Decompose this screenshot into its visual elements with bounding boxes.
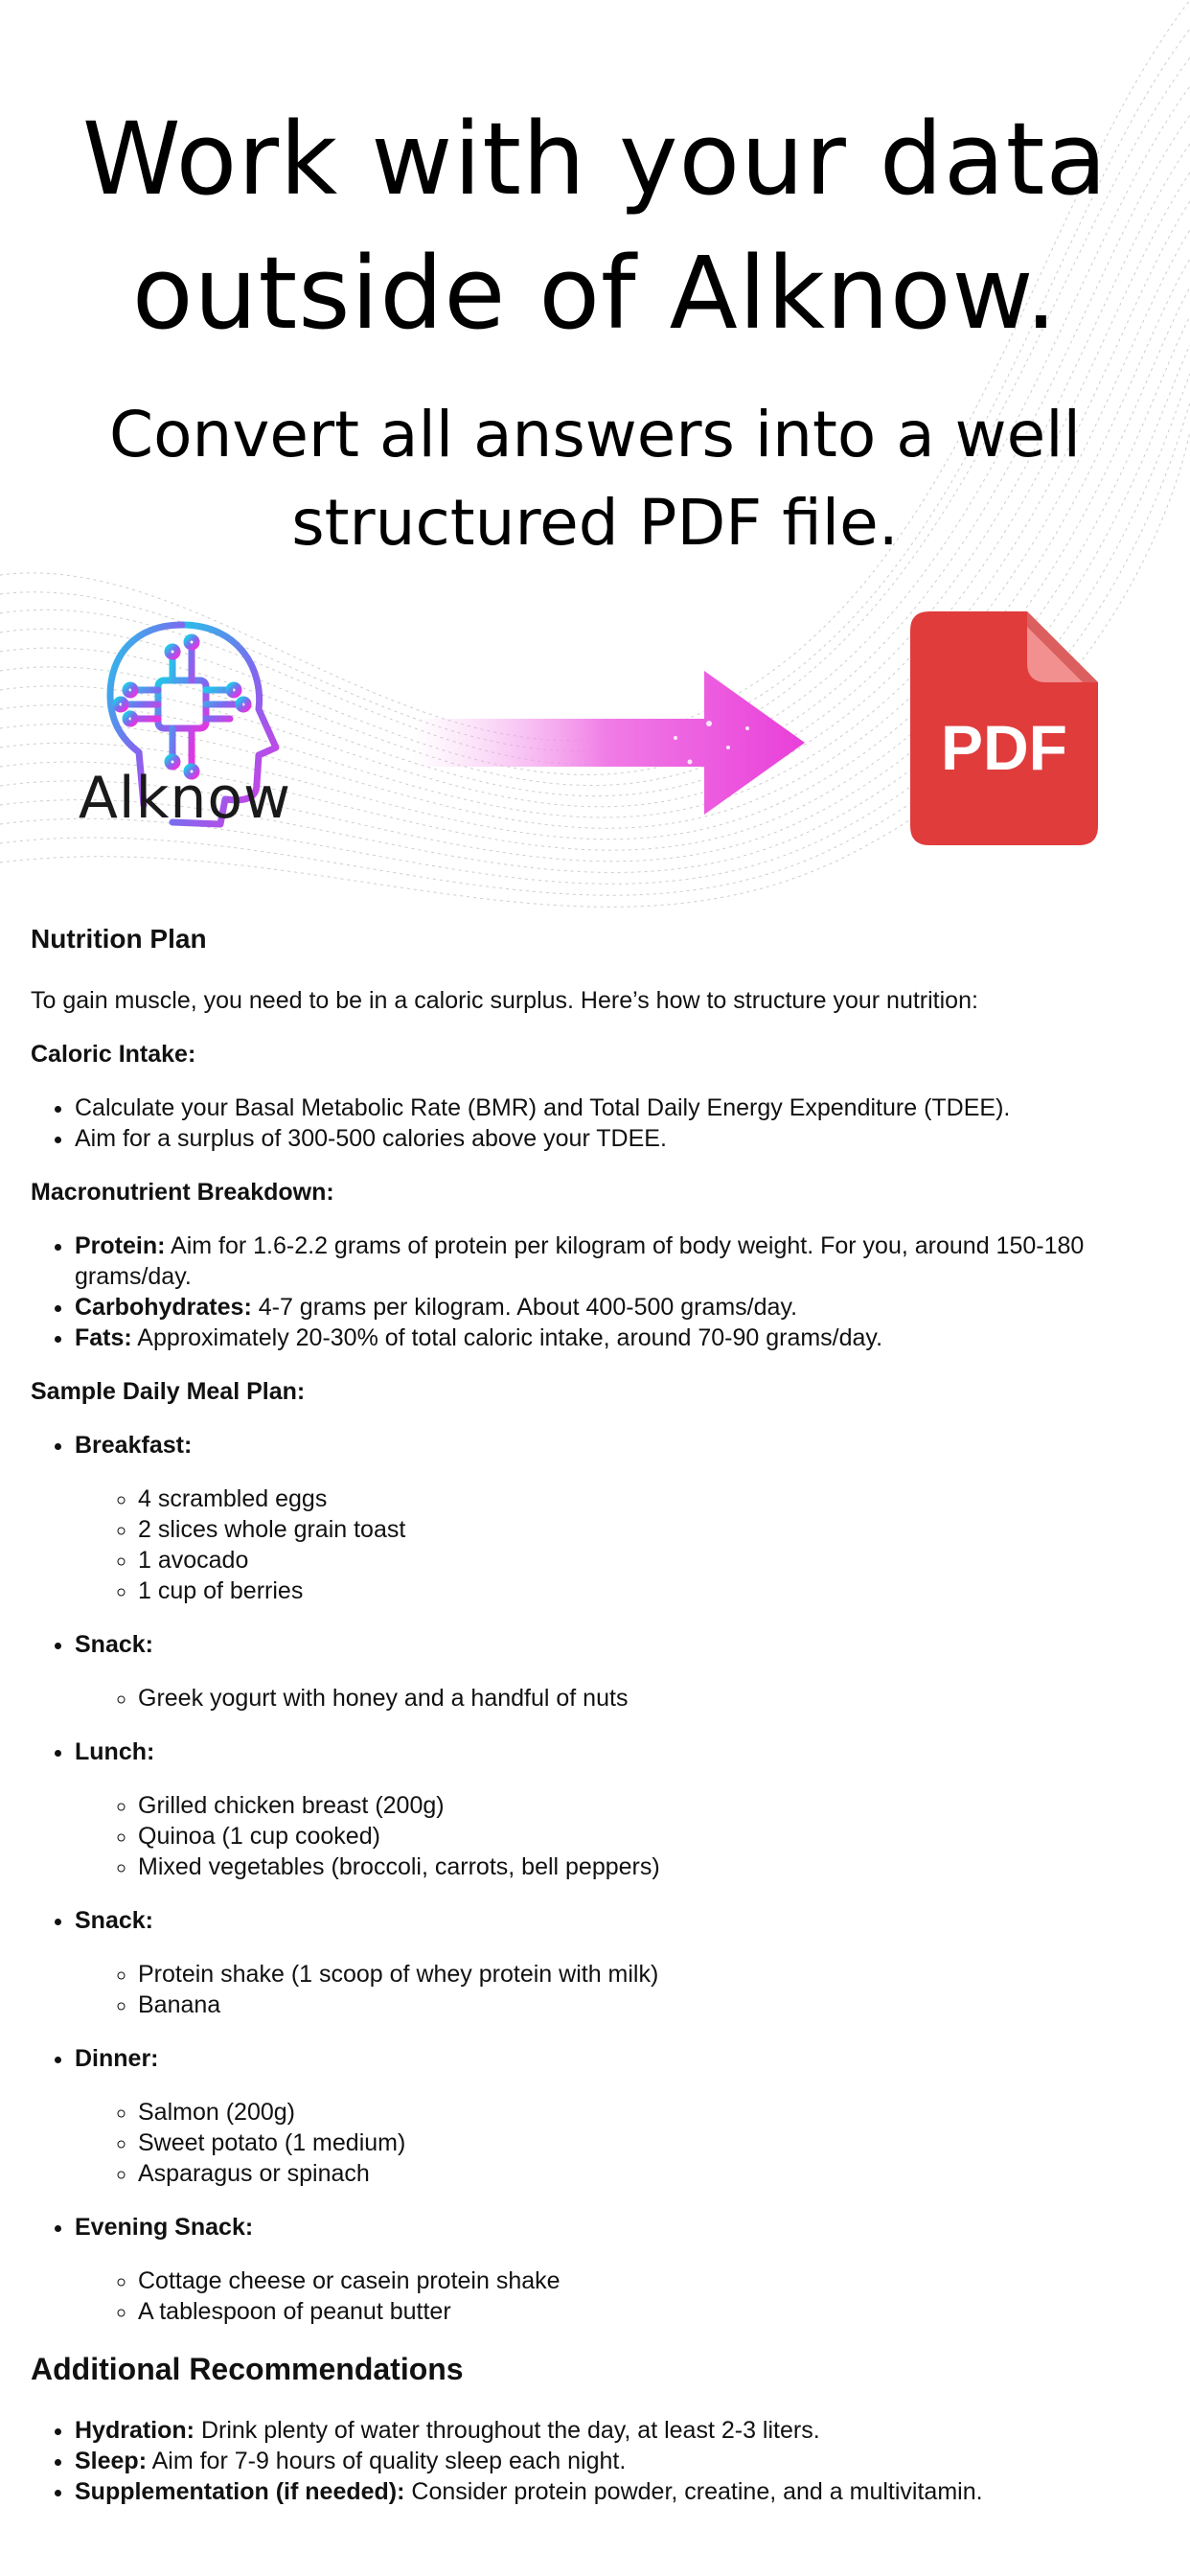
caloric-list [31, 1092, 1171, 1154]
list-item: • Calculate your Basal Metabolic Rate (BMR) and Total Daily Energy Expenditure (TDEE). [75, 1092, 1171, 1123]
meal-item [75, 1736, 1171, 1882]
additional-list [31, 2415, 1171, 2507]
list-item [75, 2476, 1171, 2507]
food-item: ◦ 1 cup of berries [138, 1576, 1171, 1606]
food-item: ◦ Greek yogurt with honey and a handful of nuts [138, 1683, 1171, 1714]
food-list [75, 1484, 1171, 1606]
meal-item [75, 2212, 1171, 2327]
food-item: ◦ A tablespoon of peanut butter [138, 2296, 1171, 2327]
list-item [75, 2446, 1171, 2476]
nutrition-document [31, 922, 1171, 2530]
hero-subtitle-line-1: Convert all answers into a well [109, 398, 1081, 472]
hero-subtitle-line-2: structured PDF file. [291, 486, 899, 560]
item-text: Drink plenty of water throughout the day, at least 2-3 liters. [195, 2417, 820, 2444]
additional-heading: Additional Recommendations [31, 2352, 464, 2386]
food-list [75, 2266, 1171, 2327]
doc-title: Nutrition Plan [31, 924, 207, 954]
item-text: Approximately 20-30% of total caloric intake, around 70-90 grams/day. [131, 1324, 883, 1351]
hero-title-line-1: Work with your data [81, 101, 1109, 218]
meal-name: Snack: [75, 1907, 153, 1934]
item-label: Fats: [75, 1324, 132, 1351]
hero-subtitle [0, 391, 1190, 567]
pdf-label: PDF [941, 712, 1067, 783]
food-list [75, 1959, 1171, 2020]
meal-name: Lunch: [75, 1738, 155, 1765]
meal-name: Evening Snack: [75, 2214, 254, 2241]
arrow-right-icon [412, 671, 814, 815]
item-label: Sleep: [75, 2448, 148, 2474]
food-item: ◦ Cottage cheese or casein protein shake [138, 2266, 1171, 2296]
macros-heading: Macronutrient Breakdown: [31, 1179, 334, 1206]
meal-item [75, 1430, 1171, 1606]
macros-list [31, 1230, 1171, 1353]
list-item [75, 1230, 1171, 1292]
meal-item [75, 1905, 1171, 2020]
item-text: Consider protein powder, creatine, and a multivitamin. [404, 2478, 983, 2505]
meal-name: Breakfast: [75, 1432, 193, 1459]
food-item: ◦ Asparagus or spinach [138, 2158, 1171, 2189]
hero-title [0, 92, 1190, 360]
meals-list [31, 1430, 1171, 2327]
doc-intro: To gain muscle, you need to be in a caloric surplus. Here’s how to structure your nutrition: [31, 987, 978, 1014]
food-list [75, 1683, 1171, 1714]
caloric-heading: Caloric Intake: [31, 1041, 196, 1068]
food-item: ◦ Grilled chicken breast (200g) [138, 1790, 1171, 1821]
food-item: ◦ 4 scrambled eggs [138, 1484, 1171, 1514]
food-item: ◦ Mixed vegetables (broccoli, carrots, bell peppers) [138, 1852, 1171, 1882]
meal-name: Dinner: [75, 2045, 159, 2072]
list-item [75, 1322, 1171, 1353]
item-text: 4-7 grams per kilogram. About 400-500 grams/day. [251, 1294, 798, 1321]
meals-heading: Sample Daily Meal Plan: [31, 1378, 306, 1405]
brand-name: Alknow [78, 765, 292, 832]
food-item: ◦ 1 avocado [138, 1545, 1171, 1576]
item-text: Aim for 7-9 hours of quality sleep each night. [147, 2448, 627, 2474]
food-item: ◦ Sweet potato (1 medium) [138, 2128, 1171, 2158]
food-item: ◦ Quinoa (1 cup cooked) [138, 1821, 1171, 1852]
list-item [75, 2415, 1171, 2446]
item-text: Aim for 1.6-2.2 grams of protein per kilogram of body weight. For you, around 150-180 grams/day. [75, 1232, 1085, 1290]
food-item: ◦ 2 slices whole grain toast [138, 1514, 1171, 1545]
food-item: ◦ Protein shake (1 scoop of whey protein with milk) [138, 1959, 1171, 1990]
food-list [75, 2097, 1171, 2189]
meal-item [75, 1629, 1171, 1714]
hero-title-line-2: outside of Alknow. [131, 235, 1059, 352]
food-list [75, 1790, 1171, 1882]
food-item: ◦ Banana [138, 1990, 1171, 2020]
item-label: Carbohydrates: [75, 1294, 252, 1321]
food-item: ◦ Salmon (200g) [138, 2097, 1171, 2128]
list-item: • Aim for a surplus of 300-500 calories above your TDEE. [75, 1123, 1171, 1154]
item-label: Protein: [75, 1232, 166, 1259]
item-label: Supplementation (if needed): [75, 2478, 405, 2505]
item-label: Hydration: [75, 2417, 195, 2444]
meal-name: Snack: [75, 1631, 153, 1658]
list-item [75, 1292, 1171, 1322]
meal-item [75, 2043, 1171, 2189]
